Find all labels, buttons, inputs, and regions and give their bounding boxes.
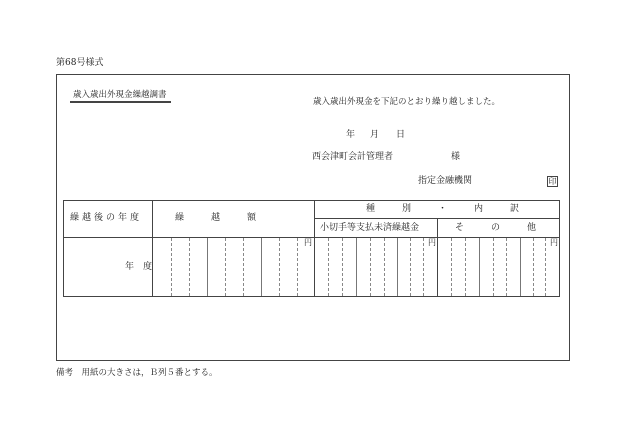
amount-digit-guide	[189, 238, 190, 296]
subheader-check: 小切手等支払未済繰越金	[320, 223, 420, 233]
amount-digit-guide	[225, 238, 226, 296]
statement-text: 歳入歳出外現金を下記のとおり繰り越しました。	[313, 97, 501, 107]
amount-group-divider	[261, 238, 262, 296]
other-digit-guide	[465, 238, 466, 296]
date-year: 年	[346, 130, 356, 140]
table-bottom-border	[63, 296, 560, 297]
check-digit-guide	[423, 238, 424, 296]
amount-digit-guide	[297, 238, 298, 296]
other-yen-unit: 円	[550, 238, 558, 247]
seal-stamp: 印	[548, 177, 557, 186]
table-right-border	[559, 200, 560, 297]
check-digit-guide	[384, 238, 385, 296]
check-digit-guide	[370, 238, 371, 296]
document-title: 歳入歳出外現金繰越調書	[73, 90, 167, 100]
row-year-label: 年 度	[125, 262, 153, 272]
remarks-text: 備考 用紙の大きさは，Ｂ列５番とする。	[56, 368, 218, 378]
check-yen-unit: 円	[428, 238, 436, 247]
check-digit-guide	[342, 238, 343, 296]
other-digit-guide	[451, 238, 452, 296]
date-month: 月	[370, 130, 380, 140]
table-left-border	[63, 200, 64, 297]
amount-group-divider	[207, 238, 208, 296]
other-digit-guide	[506, 238, 507, 296]
header-breakdown: 種 別 ・ 内 訳	[366, 204, 523, 214]
sender-label: 指定金融機関	[418, 176, 473, 186]
form-number: 第68号様式	[56, 58, 104, 68]
amount-digit-guide	[279, 238, 280, 296]
other-group-divider	[520, 238, 521, 296]
amount-digit-guide	[243, 238, 244, 296]
table-divider-amount-breakdown	[314, 200, 315, 297]
addressee-name: 西会津町会計管理者	[312, 152, 394, 162]
amount-digit-guide	[171, 238, 172, 296]
check-digit-guide	[410, 238, 411, 296]
subheader-other: そ の 他	[455, 223, 540, 233]
other-group-divider	[479, 238, 480, 296]
header-amount: 繰 越 額	[175, 213, 260, 223]
check-group-divider	[356, 238, 357, 296]
header-year: 繰越後の年度	[70, 213, 143, 223]
other-digit-guide	[545, 238, 546, 296]
table-top-border	[63, 200, 560, 201]
date-day: 日	[396, 130, 406, 140]
check-digit-guide	[328, 238, 329, 296]
check-group-divider	[397, 238, 398, 296]
addressee-honorific: 様	[451, 152, 461, 162]
table-divider-year-amount	[152, 200, 153, 297]
title-underline	[70, 101, 171, 103]
other-digit-guide	[533, 238, 534, 296]
table-divider-check-other	[437, 218, 438, 297]
other-digit-guide	[493, 238, 494, 296]
amount-yen-unit: 円	[304, 238, 312, 247]
